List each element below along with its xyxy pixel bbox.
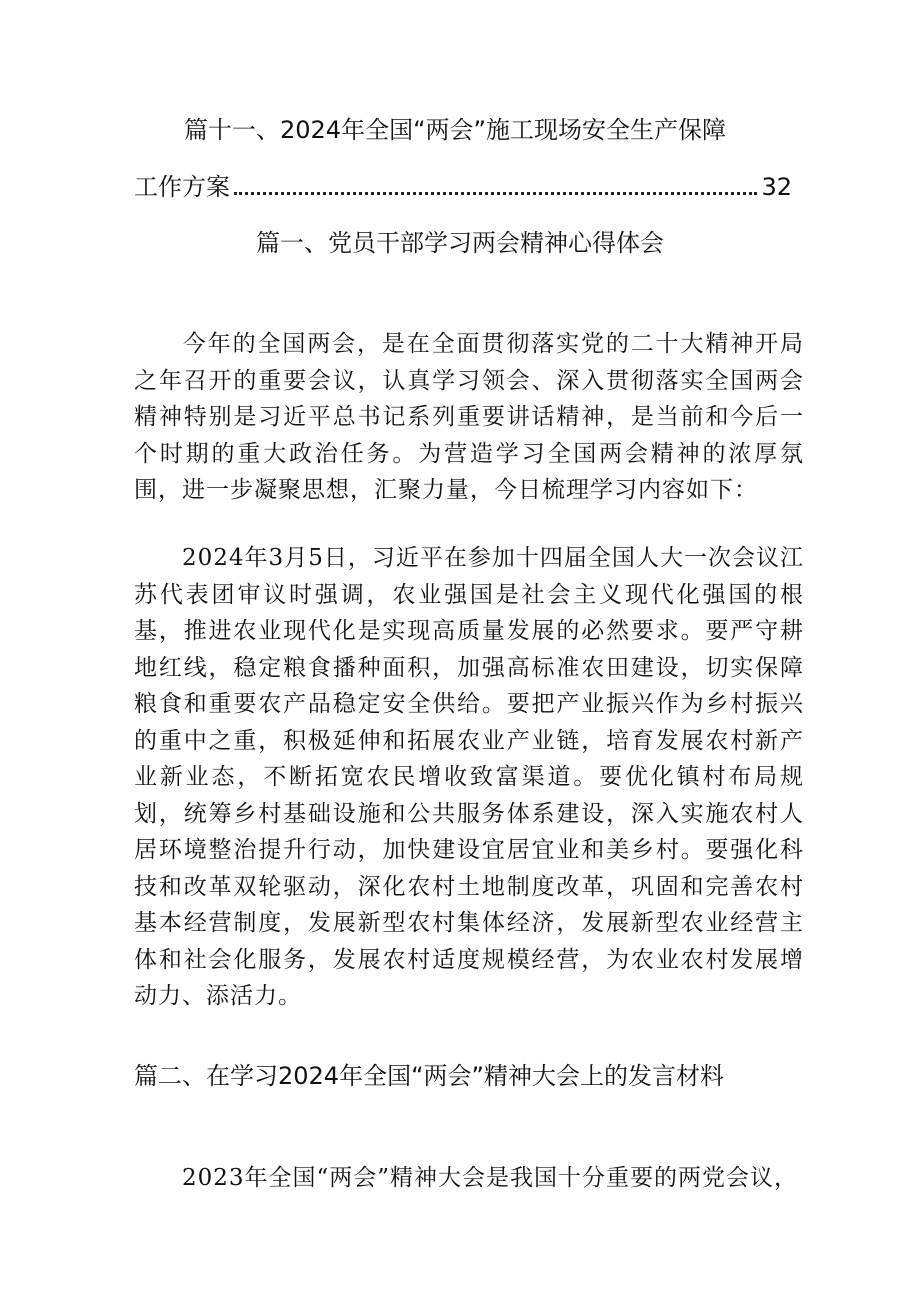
section-heading-1: 篇一、党员干部学习两会精神心得体会 [256, 229, 664, 257]
toc-leader-dots [234, 191, 757, 195]
paragraph-2 [134, 540, 804, 1015]
toc-entry-title-continuation: 工作方案 [134, 173, 230, 201]
paragraph-3-text: 2023年全国“两会”精神大会是我国十分重要的两党会议， [182, 1165, 799, 1191]
paragraph-2-text: 2024年3月5日，习近平在参加十四届全国人大一次会议江苏代表团审议时强调，农业强国是社会主义现代化强国的根基，推进农业现代化是实现高质量发展的必然要求。要严守耕地红线，稳定粮食播种面积，加强高标准农田建设，切实保障粮食和重要农产品稳定安全供给。要把产业振兴作为乡村振兴的重中之重，积极延伸和拓展农业产业链，培育发展农村新产业新业态，不断拓宽农民增收致富渠道。要优化镇村布局规划，统筹乡村基础设施和公共服务体系建设，深入实施农村人居环境整治提升行动，加快建设宜居宜业和美乡村。要强化科技和改革双轮驱动，深化农村土地制度改革，巩固和完善农村基本经营制度，发展新型农村集体经济，发展新型农业经营主体和社会化服务，发展农村适度规模经营，为农业农村发展增动力、添活力。 [134, 545, 804, 1009]
paragraph-1 [134, 326, 804, 509]
paragraph-1-text: 今年的全国两会，是在全面贯彻落实党的二十大精神开局之年召开的重要会议，认真学习领会、深入贯彻落实全国两会精神特别是习近平总书记系列重要讲话精神，是当前和今后一个时期的重大政治任务。为营造学习全国两会精神的浓厚氛围，进一步凝聚思想，汇聚力量，今日梳理学习内容如下： [134, 331, 804, 503]
toc-entry-line [134, 167, 792, 205]
toc-page-number: 32 [761, 173, 792, 201]
paragraph-3 [134, 1160, 804, 1197]
toc-entry-title: 篇十一、2024年全国“两会”施工现场安全生产保障 [184, 116, 726, 144]
section-heading-2: 篇二、在学习2024年全国“两会”精神大会上的发言材料 [134, 1062, 724, 1090]
